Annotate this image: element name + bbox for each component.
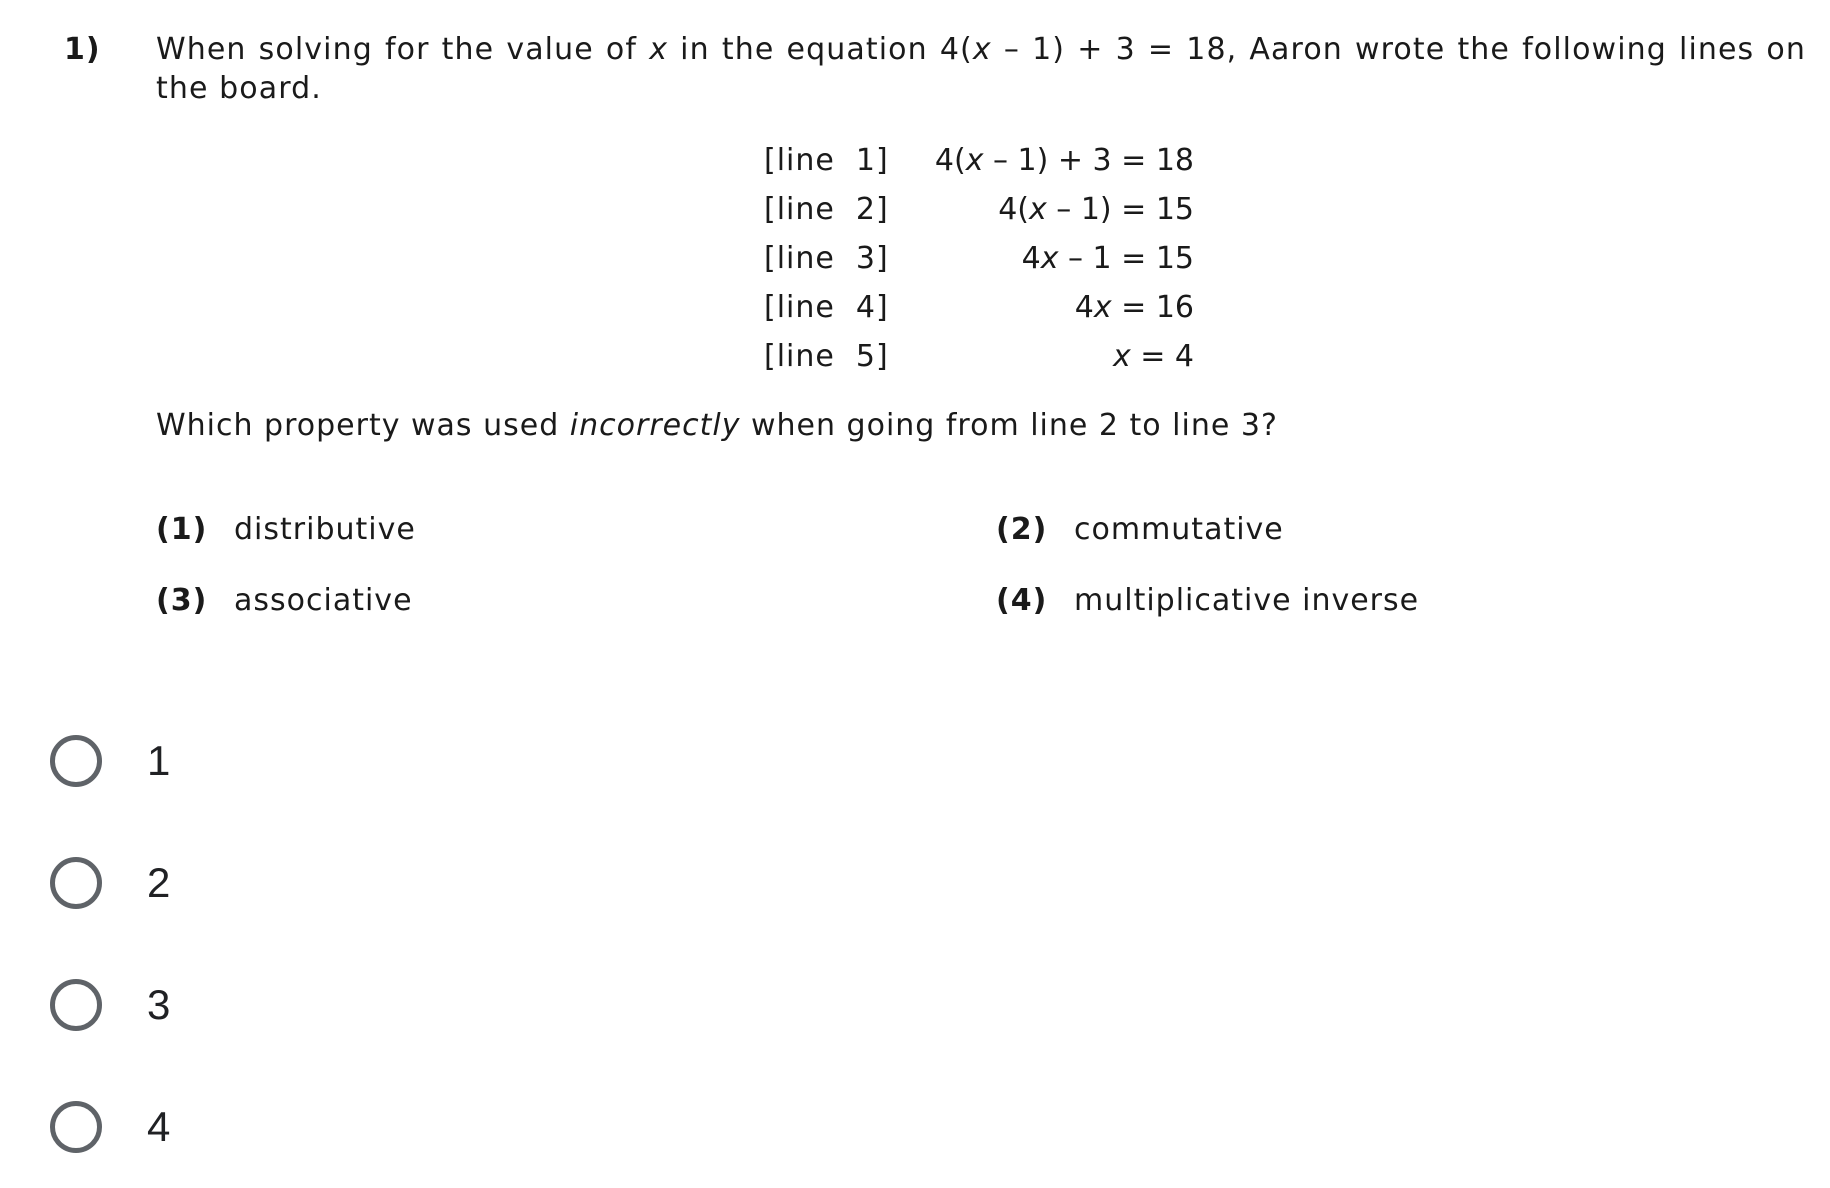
step-row (764, 136, 1194, 185)
radio-button-icon[interactable] (50, 735, 102, 787)
choice-number: (2) (996, 512, 1048, 547)
option-label: 2 (147, 859, 171, 906)
choice-4 (996, 583, 1419, 618)
radio-button-icon[interactable] (50, 979, 102, 1031)
choice-text: associative (234, 583, 413, 618)
step-row (764, 234, 1194, 283)
step-equation: 4(x – 1) = 15 (998, 192, 1194, 227)
step-equation: 4(x – 1) + 3 = 18 (934, 143, 1194, 178)
choice-2 (996, 512, 1284, 547)
step-equation: 4x – 1 = 15 (1021, 241, 1194, 276)
step-row (764, 332, 1194, 381)
choice-number: (3) (156, 583, 208, 618)
answer-option-1[interactable] (48, 700, 448, 822)
choice-text: commutative (1074, 512, 1284, 547)
answer-option-4[interactable] (48, 1066, 448, 1188)
answer-option-3[interactable] (48, 944, 448, 1066)
question-stem: When solving for the value of x in the equation 4(x – 1) + 3 = 18, Aaron wrote the following lines on the board. (156, 32, 1806, 106)
question-number: 1) (64, 32, 101, 67)
choice-number: (1) (156, 512, 208, 547)
step-row (764, 283, 1194, 332)
option-label: 3 (147, 981, 171, 1028)
question-prompt: Which property was used incorrectly when going from line 2 to line 3? (156, 408, 1278, 443)
choice-1 (156, 512, 416, 547)
radio-button-icon[interactable] (50, 857, 102, 909)
step-row (764, 185, 1194, 234)
step-equation: 4x = 16 (1074, 290, 1194, 325)
step-label: [line 1] (764, 143, 889, 178)
step-label: [line 3] (764, 241, 889, 276)
choice-text: multiplicative inverse (1074, 583, 1420, 618)
step-label: [line 4] (764, 290, 889, 325)
answer-option-2[interactable] (48, 822, 448, 944)
step-equation: x = 4 (1112, 339, 1194, 374)
choice-3 (156, 583, 413, 618)
solution-steps (764, 136, 1194, 381)
option-label: 1 (147, 737, 171, 784)
choice-number: (4) (996, 583, 1048, 618)
choice-text: distributive (234, 512, 416, 547)
step-label: [line 2] (764, 192, 889, 227)
option-label: 4 (147, 1103, 171, 1150)
radio-button-icon[interactable] (50, 1101, 102, 1153)
step-label: [line 5] (764, 339, 889, 374)
answer-options (48, 700, 448, 1188)
